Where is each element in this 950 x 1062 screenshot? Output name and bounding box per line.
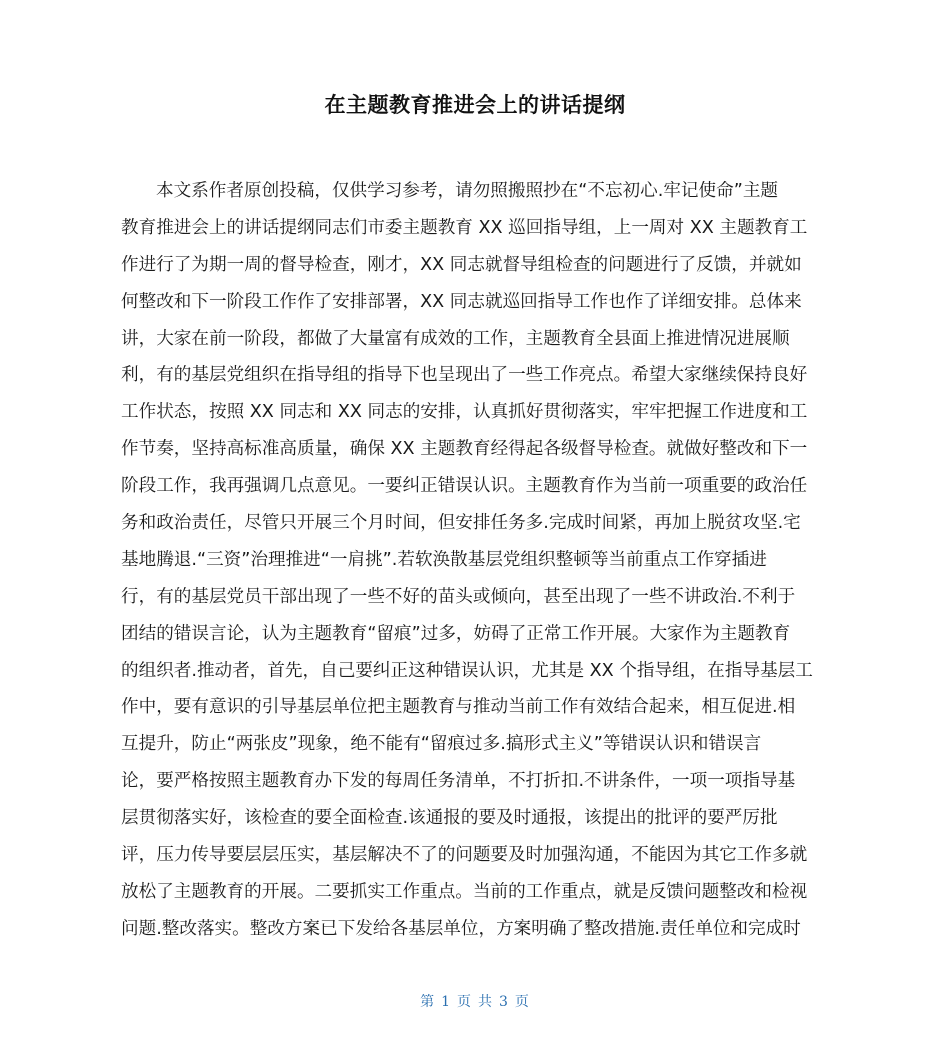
footer-page-number: 1: [441, 994, 451, 1010]
footer-total-pages: 3: [499, 994, 509, 1010]
body-line: 团结的错误言论，认为主题教育“留痕”过多，妨碍了正常工作开展。大家作为主题教育: [121, 623, 791, 644]
body-line: 层贯彻落实好，该检查的要全面检查.该通报的要及时通报，该提出的批评的要严厉批: [121, 808, 778, 829]
body-line: 教育推进会上的讲话提纲同志们市委主题教育 XX 巡回指导组，上一周对 XX 主题教育工: [121, 217, 808, 238]
body-line: 利，有的基层党组织在指导组的指导下也呈现出了一些工作亮点。希望大家继续保持良好: [121, 365, 808, 386]
body-line: 放松了主题教育的开展。二要抓实工作重点。当前的工作重点，就是反馈问题整改和检视: [121, 881, 808, 902]
body-line: 论，要严格按照主题教育办下发的每周任务清单，不打折扣.不讲条件，一项一项指导基: [121, 771, 796, 792]
body-line: 作进行了为期一周的督导检查，刚才，XX 同志就督导组检查的问题进行了反馈，并就如: [121, 254, 802, 275]
body-line: 阶段工作，我再强调几点意见。一要纠正错误认识。主题教育作为当前一项重要的政治任: [121, 476, 808, 497]
footer-total-prefix: 共: [478, 994, 493, 1010]
document-body: [121, 177, 881, 952]
body-line: 工作状态，按照 XX 同志和 XX 同志的安排，认真抓好贯彻落实，牢牢把握工作进度和工: [121, 402, 808, 423]
body-line: 互提升，防止“两张皮”现象，绝不能有“留痕过多.搞形式主义”等错误认识和错误言: [121, 734, 762, 755]
body-line: 行，有的基层党员干部出现了一些不好的苗头或倾向，甚至出现了一些不讲政治.不利于: [121, 586, 796, 607]
body-line: 评，压力传导要层层压实，基层解决不了的问题要及时加强沟通，不能因为其它工作多就: [121, 845, 808, 866]
body-line: 务和政治责任，尽管只开展三个月时间，但安排任务多.完成时间紧，再加上脱贫攻坚.宅: [121, 513, 801, 534]
body-line: 的组织者.推动者，首先，自己要纠正这种错误认识，尤其是 XX 个指导组，在指导基层工: [121, 660, 813, 681]
body-line: 何整改和下一阶段工作作了安排部署，XX 同志就巡回指导工作也作了详细安排。总体来: [121, 291, 802, 312]
footer-page-suffix: 页: [457, 994, 472, 1010]
body-line: 问题.整改落实。整改方案已下发给各基层单位，方案明确了整改措施.责任单位和完成时: [121, 918, 801, 939]
body-line: 基地腾退.“三资”治理推进“一肩挑”.若软涣散基层党组织整顿等当前重点工作穿插进: [121, 549, 767, 570]
body-line: 作节奏，坚持高标准高质量，确保 XX 主题教育经得起各级督导检查。就做好整改和下一: [121, 439, 808, 460]
body-line: 作中，要有意识的引导基层单位把主题教育与推动当前工作有效结合起来，相互促进.相: [121, 697, 796, 718]
body-line: 本文系作者原创投稿，仅供学习参考，请勿照搬照抄在“不忘初心.牢记使命”主题: [156, 181, 779, 201]
footer-total-suffix: 页: [514, 994, 530, 1010]
document-title: 在主题教育推进会上的讲话提纲: [324, 93, 626, 117]
footer-page-prefix: 第: [420, 994, 436, 1010]
body-line: 讲，大家在前一阶段，都做了大量富有成效的工作，主题教育全县面上推进情况进展顺: [121, 328, 790, 349]
page-footer: [0, 991, 950, 1013]
